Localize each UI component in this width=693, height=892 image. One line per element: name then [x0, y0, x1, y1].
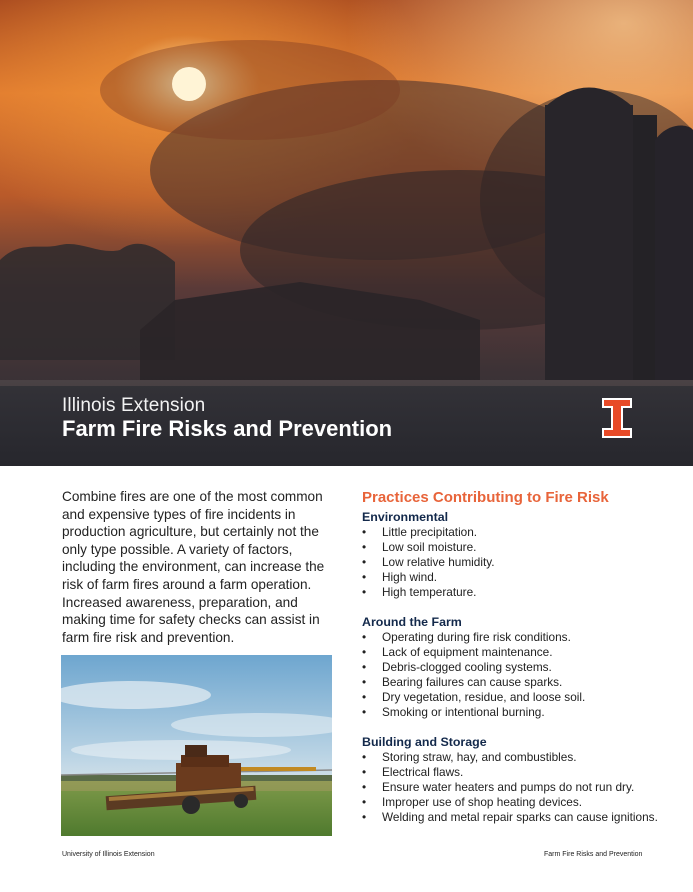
list-item: • Dry vegetation, residue, and loose soil. [362, 690, 662, 705]
list-item: • Lack of equipment maintenance. [362, 645, 662, 660]
practices-title: Practices Contributing to Fire Risk [362, 489, 609, 506]
list-item: • Welding and metal repair sparks can cause ignitions. [362, 810, 662, 825]
list-item: • High temperature. [362, 585, 662, 600]
list-item: • Bearing failures can cause sparks. [362, 675, 662, 690]
list-item: • Debris-clogged cooling systems. [362, 660, 662, 675]
list-item: • Storing straw, hay, and combustibles. [362, 750, 662, 765]
list-item: • Improper use of shop heating devices. [362, 795, 662, 810]
list-item: • Smoking or intentional burning. [362, 705, 662, 720]
footer-document-title: Farm Fire Risks and Prevention [544, 851, 643, 858]
list-item: • Little precipitation. [362, 525, 662, 540]
building-and-storage-list [362, 750, 662, 825]
group-title-building-and-storage: Building and Storage [362, 735, 487, 749]
group-title-around-the-farm: Around the Farm [362, 615, 462, 629]
list-item: • High wind. [362, 570, 662, 585]
list-item: • Low relative humidity. [362, 555, 662, 570]
list-item: • Electrical flaws. [362, 765, 662, 780]
list-item: • Low soil moisture. [362, 540, 662, 555]
environmental-list [362, 525, 662, 600]
around-the-farm-list [362, 630, 662, 720]
combine-photo [61, 655, 332, 836]
list-item: • Ensure water heaters and pumps do not run dry. [362, 780, 662, 795]
practices-section [362, 488, 662, 839]
list-item: • Operating during fire risk conditions. [362, 630, 662, 645]
group-title-environmental: Environmental [362, 510, 449, 524]
header-title: Farm Fire Risks and Prevention [62, 416, 393, 441]
block-i-logo-icon [602, 398, 632, 438]
header-subtitle: Illinois Extension [62, 395, 206, 416]
intro-paragraph: Combine fires are one of the most common and expensive types of fire incidents in production agriculture, but certainly not the only type possible. A variety of factors, including the environment, can increase the risk of farm fires around a farm operation. Increased awareness, preparation, and making time for safety checks can assist in farm fire risk and prevention. [62, 489, 325, 645]
footer-organization: University of Illinois Extension [62, 851, 155, 858]
